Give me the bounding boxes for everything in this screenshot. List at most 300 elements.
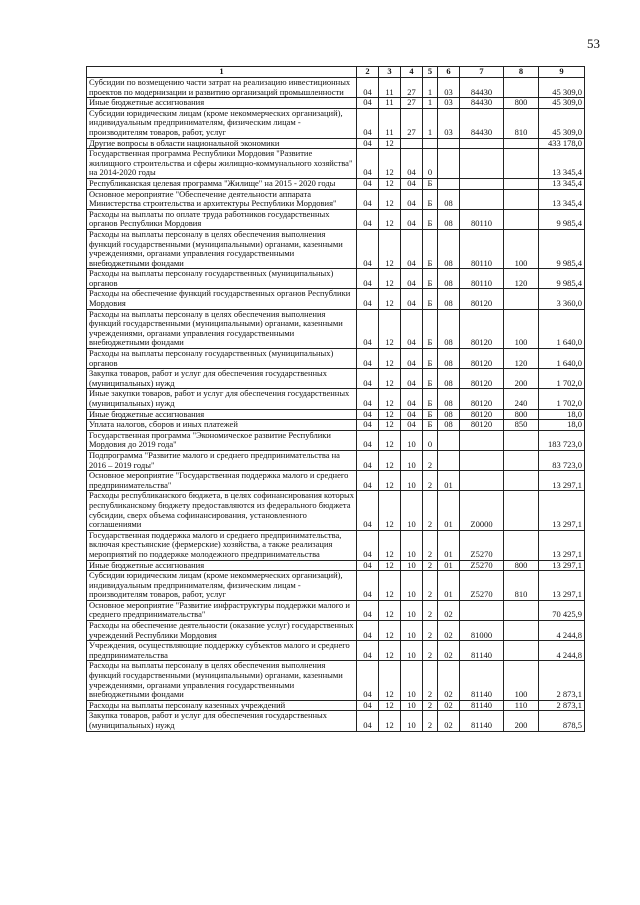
row-code-cell: 120: [504, 349, 539, 369]
row-code-cell: 04: [401, 409, 423, 420]
row-code-cell: 04: [401, 349, 423, 369]
row-code-cell: 04: [357, 209, 379, 229]
table-row: [87, 409, 585, 420]
row-code-cell: 04: [401, 369, 423, 389]
row-code-cell: 0: [423, 430, 438, 450]
row-code-cell: [460, 430, 504, 450]
row-code-cell: 10: [401, 571, 423, 601]
row-amount-cell: 13 345,4: [539, 178, 585, 189]
table-row: [87, 661, 585, 700]
row-code-cell: 04: [357, 309, 379, 348]
table-row: [87, 450, 585, 470]
row-amount-cell: 9 985,4: [539, 229, 585, 268]
table-row: [87, 621, 585, 641]
header-cell: 7: [460, 67, 504, 78]
row-code-cell: [504, 209, 539, 229]
header-cell: 6: [438, 67, 460, 78]
row-amount-cell: 13 345,4: [539, 149, 585, 179]
row-code-cell: [504, 600, 539, 620]
row-code-cell: Б: [423, 289, 438, 309]
row-amount-cell: 70 425,9: [539, 600, 585, 620]
header-cell: 9: [539, 67, 585, 78]
row-code-cell: 02: [438, 641, 460, 661]
row-name-cell: Государственная поддержка малого и среднего предпринимательства, включая крестьянские (фермерские) хозяйства, а также реализация мероприятий по поддержке молодежного предпринимательства: [87, 530, 357, 560]
row-amount-cell: 13 297,1: [539, 560, 585, 571]
row-code-cell: 120: [504, 269, 539, 289]
row-code-cell: 04: [357, 98, 379, 109]
row-code-cell: Z5270: [460, 571, 504, 601]
row-code-cell: 2: [423, 700, 438, 711]
table-row: [87, 289, 585, 309]
row-code-cell: 81140: [460, 661, 504, 700]
table-row: [87, 491, 585, 530]
row-code-cell: 80120: [460, 349, 504, 369]
row-code-cell: 2: [423, 560, 438, 571]
row-amount-cell: 1 640,0: [539, 349, 585, 369]
table-row: [87, 430, 585, 450]
row-code-cell: [460, 189, 504, 209]
row-amount-cell: 1 702,0: [539, 389, 585, 409]
table-row: [87, 560, 585, 571]
row-amount-cell: 13 297,1: [539, 491, 585, 530]
row-amount-cell: 1 702,0: [539, 369, 585, 389]
row-code-cell: 12: [379, 389, 401, 409]
row-code-cell: 04: [357, 138, 379, 149]
row-code-cell: 01: [438, 491, 460, 530]
table-row: [87, 108, 585, 138]
row-name-cell: Иные бюджетные ассигнования: [87, 98, 357, 109]
row-code-cell: 04: [357, 389, 379, 409]
table-row: [87, 641, 585, 661]
row-code-cell: [460, 178, 504, 189]
row-amount-cell: 3 360,0: [539, 289, 585, 309]
row-code-cell: 04: [357, 641, 379, 661]
row-code-cell: 81140: [460, 700, 504, 711]
row-code-cell: 04: [357, 108, 379, 138]
row-name-cell: Уплата налогов, сборов и иных платежей: [87, 420, 357, 431]
row-name-cell: Основное мероприятие "Государственная поддержка малого и среднего предпринимательства": [87, 471, 357, 491]
row-code-cell: 2: [423, 711, 438, 731]
row-code-cell: 04: [357, 149, 379, 179]
row-amount-cell: 4 244,8: [539, 641, 585, 661]
row-code-cell: 08: [438, 369, 460, 389]
row-code-cell: 80120: [460, 369, 504, 389]
row-code-cell: 01: [438, 560, 460, 571]
table-row: [87, 530, 585, 560]
row-code-cell: 04: [357, 289, 379, 309]
row-code-cell: 04: [401, 209, 423, 229]
row-amount-cell: 13 345,4: [539, 189, 585, 209]
row-code-cell: 80120: [460, 389, 504, 409]
row-code-cell: 04: [357, 269, 379, 289]
row-name-cell: Расходы на выплаты персоналу в целях обеспечения выполнения функций государственными (муниципальными) органами, казенными учреждениями, органами управления государственными внебюджетными фондами: [87, 309, 357, 348]
header-cell: 3: [379, 67, 401, 78]
row-amount-cell: 13 297,1: [539, 471, 585, 491]
row-code-cell: 11: [379, 98, 401, 109]
row-code-cell: 11: [379, 78, 401, 98]
row-code-cell: 04: [357, 491, 379, 530]
row-code-cell: 08: [438, 309, 460, 348]
header-cell: 8: [504, 67, 539, 78]
row-code-cell: 04: [357, 661, 379, 700]
row-code-cell: 80120: [460, 289, 504, 309]
table-header-row: [87, 67, 585, 78]
row-code-cell: [504, 471, 539, 491]
row-code-cell: [423, 138, 438, 149]
row-code-cell: Б: [423, 389, 438, 409]
row-code-cell: [460, 471, 504, 491]
row-code-cell: 2: [423, 530, 438, 560]
table-row: [87, 309, 585, 348]
row-code-cell: 81140: [460, 641, 504, 661]
row-code-cell: 04: [357, 600, 379, 620]
row-name-cell: Учреждения, осуществляющие поддержку субъектов малого и среднего предпринимательства: [87, 641, 357, 661]
row-code-cell: 04: [357, 78, 379, 98]
row-code-cell: 02: [438, 700, 460, 711]
row-code-cell: Б: [423, 369, 438, 389]
row-code-cell: [504, 178, 539, 189]
row-code-cell: 08: [438, 189, 460, 209]
row-code-cell: 80110: [460, 269, 504, 289]
row-code-cell: 12: [379, 178, 401, 189]
row-code-cell: 2: [423, 621, 438, 641]
row-code-cell: 10: [401, 491, 423, 530]
row-code-cell: 12: [379, 409, 401, 420]
row-code-cell: 12: [379, 229, 401, 268]
header-cell: 1: [87, 67, 357, 78]
row-code-cell: [504, 430, 539, 450]
row-name-cell: Субсидии по возмещению части затрат на реализацию инвестиционных проектов по модернизации и развитию организаций промышленности: [87, 78, 357, 98]
row-amount-cell: 183 723,0: [539, 430, 585, 450]
row-code-cell: [438, 450, 460, 470]
table-row: [87, 98, 585, 109]
row-code-cell: 04: [357, 530, 379, 560]
row-code-cell: [460, 450, 504, 470]
row-code-cell: 12: [379, 471, 401, 491]
row-name-cell: Иные бюджетные ассигнования: [87, 560, 357, 571]
row-code-cell: 84430: [460, 98, 504, 109]
row-name-cell: Основное мероприятие "Развитие инфраструктуры поддержки малого и среднего предпринимательства": [87, 600, 357, 620]
row-code-cell: [460, 138, 504, 149]
row-code-cell: 01: [438, 571, 460, 601]
row-name-cell: Субсидии юридическим лицам (кроме некоммерческих организаций), индивидуальным предпринимателям, физическим лицам - производителям товаров, работ, услуг: [87, 108, 357, 138]
row-code-cell: [504, 450, 539, 470]
row-code-cell: 800: [504, 409, 539, 420]
row-code-cell: 200: [504, 369, 539, 389]
row-name-cell: Расходы на выплаты персоналу в целях обеспечения выполнения функций государственными (муниципальными) органами, казенными учреждениями, органами управления государственными внебюджетными фондами: [87, 661, 357, 700]
row-amount-cell: 13 297,1: [539, 571, 585, 601]
row-code-cell: 12: [379, 209, 401, 229]
row-code-cell: 04: [401, 420, 423, 431]
row-code-cell: 02: [438, 600, 460, 620]
row-code-cell: 12: [379, 450, 401, 470]
row-name-cell: Подпрограмма "Развитие малого и среднего предпринимательства на 2016 – 2019 годы": [87, 450, 357, 470]
row-code-cell: 08: [438, 269, 460, 289]
row-code-cell: Б: [423, 229, 438, 268]
row-code-cell: 80120: [460, 309, 504, 348]
row-code-cell: 2: [423, 491, 438, 530]
row-code-cell: 04: [357, 560, 379, 571]
table-row: [87, 369, 585, 389]
row-code-cell: 12: [379, 560, 401, 571]
row-code-cell: [438, 430, 460, 450]
row-code-cell: Б: [423, 420, 438, 431]
row-code-cell: 84430: [460, 78, 504, 98]
row-name-cell: Государственная программа "Экономическое развитие Республики Мордовия до 2019 года": [87, 430, 357, 450]
row-code-cell: [504, 189, 539, 209]
row-amount-cell: 2 873,1: [539, 700, 585, 711]
row-code-cell: Б: [423, 209, 438, 229]
row-name-cell: Расходы на выплаты персоналу государственных (муниципальных) органов: [87, 269, 357, 289]
row-code-cell: 2: [423, 600, 438, 620]
row-amount-cell: 433 178,0: [539, 138, 585, 149]
row-name-cell: Расходы на выплаты персоналу казенных учреждений: [87, 700, 357, 711]
row-name-cell: Расходы на выплаты по оплате труда работников государственных органов Республики Мордовия: [87, 209, 357, 229]
table-row: [87, 178, 585, 189]
header-cell: 2: [357, 67, 379, 78]
row-code-cell: 12: [379, 571, 401, 601]
row-code-cell: 12: [379, 430, 401, 450]
row-code-cell: 2: [423, 571, 438, 601]
table-row: [87, 209, 585, 229]
row-code-cell: 04: [401, 389, 423, 409]
row-code-cell: 04: [401, 178, 423, 189]
row-name-cell: Закупка товаров, работ и услуг для обеспечения государственных (муниципальных) нужд: [87, 369, 357, 389]
row-code-cell: 08: [438, 349, 460, 369]
row-code-cell: 80110: [460, 209, 504, 229]
row-code-cell: Б: [423, 409, 438, 420]
row-code-cell: [438, 178, 460, 189]
row-code-cell: 04: [401, 189, 423, 209]
row-name-cell: Государственная программа Республики Мордовия "Развитие жилищного строительства и сферы жилищно-коммунального хозяйства" на 2014-2020 годы: [87, 149, 357, 179]
row-code-cell: 12: [379, 369, 401, 389]
budget-table: [86, 66, 585, 732]
row-code-cell: 04: [401, 149, 423, 179]
page-number: 53: [587, 36, 600, 51]
row-code-cell: 2: [423, 641, 438, 661]
row-code-cell: 800: [504, 98, 539, 109]
row-code-cell: [504, 641, 539, 661]
row-code-cell: 12: [379, 661, 401, 700]
row-name-cell: Иные закупки товаров, работ и услуг для обеспечения государственных (муниципальных) нужд: [87, 389, 357, 409]
table-row: [87, 420, 585, 431]
row-code-cell: Z5270: [460, 530, 504, 560]
row-code-cell: 04: [357, 621, 379, 641]
row-code-cell: 04: [401, 289, 423, 309]
row-amount-cell: 1 640,0: [539, 309, 585, 348]
row-name-cell: Расходы республиканского бюджета, в целях софинансирования которых республиканскому бюджету предоставляются из федерального бюджета субсидии, сверх объема софинансирования, установленного соглашениями: [87, 491, 357, 530]
row-code-cell: 12: [379, 349, 401, 369]
row-code-cell: 04: [357, 409, 379, 420]
row-code-cell: 04: [357, 700, 379, 711]
table-row: [87, 138, 585, 149]
row-code-cell: 02: [438, 621, 460, 641]
row-code-cell: Б: [423, 178, 438, 189]
row-code-cell: 08: [438, 289, 460, 309]
row-name-cell: Расходы на выплаты персоналу государственных (муниципальных) органов: [87, 349, 357, 369]
row-code-cell: 850: [504, 420, 539, 431]
row-name-cell: Закупка товаров, работ и услуг для обеспечения государственных (муниципальных) нужд: [87, 711, 357, 731]
row-code-cell: 27: [401, 98, 423, 109]
row-amount-cell: 4 244,8: [539, 621, 585, 641]
row-code-cell: 10: [401, 711, 423, 731]
header-cell: 4: [401, 67, 423, 78]
table-row: [87, 229, 585, 268]
table-row: [87, 600, 585, 620]
row-amount-cell: 45 309,0: [539, 108, 585, 138]
row-code-cell: 01: [438, 471, 460, 491]
row-code-cell: 10: [401, 600, 423, 620]
row-code-cell: 200: [504, 711, 539, 731]
row-code-cell: 10: [401, 471, 423, 491]
row-code-cell: [504, 138, 539, 149]
row-code-cell: [504, 78, 539, 98]
row-code-cell: 12: [379, 420, 401, 431]
row-code-cell: Б: [423, 309, 438, 348]
table-row: [87, 389, 585, 409]
row-code-cell: 04: [357, 178, 379, 189]
header-cell: 5: [423, 67, 438, 78]
row-code-cell: [460, 600, 504, 620]
row-amount-cell: 13 297,1: [539, 530, 585, 560]
row-code-cell: 08: [438, 389, 460, 409]
row-code-cell: 810: [504, 571, 539, 601]
row-code-cell: 27: [401, 108, 423, 138]
row-code-cell: 08: [438, 229, 460, 268]
row-code-cell: 100: [504, 661, 539, 700]
row-name-cell: Расходы на выплаты персоналу в целях обеспечения выполнения функций государственными (муниципальными) органами, казенными учреждениями, органами управления государственными внебюджетными фондами: [87, 229, 357, 268]
row-code-cell: 240: [504, 389, 539, 409]
row-amount-cell: 9 985,4: [539, 209, 585, 229]
row-code-cell: 2: [423, 450, 438, 470]
row-code-cell: [504, 149, 539, 179]
row-code-cell: 12: [379, 491, 401, 530]
row-code-cell: 08: [438, 209, 460, 229]
row-code-cell: 04: [357, 711, 379, 731]
table-row: [87, 471, 585, 491]
row-code-cell: 12: [379, 530, 401, 560]
row-code-cell: 04: [357, 571, 379, 601]
row-code-cell: 12: [379, 138, 401, 149]
row-code-cell: Z0000: [460, 491, 504, 530]
row-code-cell: 04: [357, 471, 379, 491]
row-code-cell: 12: [379, 711, 401, 731]
row-code-cell: 10: [401, 700, 423, 711]
row-amount-cell: 9 985,4: [539, 269, 585, 289]
row-code-cell: 04: [357, 349, 379, 369]
row-code-cell: [438, 138, 460, 149]
row-code-cell: 100: [504, 229, 539, 268]
row-code-cell: 03: [438, 78, 460, 98]
row-name-cell: Республиканская целевая программа "Жилище" на 2015 - 2020 годы: [87, 178, 357, 189]
row-code-cell: 12: [379, 189, 401, 209]
row-code-cell: 10: [401, 621, 423, 641]
row-code-cell: Б: [423, 269, 438, 289]
row-code-cell: 2: [423, 661, 438, 700]
row-name-cell: Основное мероприятие "Обеспечение деятельности аппарата Министерства строительства и архитектуры Республики Мордовия": [87, 189, 357, 209]
row-code-cell: 02: [438, 661, 460, 700]
row-code-cell: 12: [379, 309, 401, 348]
row-code-cell: 04: [357, 450, 379, 470]
row-code-cell: 80110: [460, 229, 504, 268]
row-code-cell: 03: [438, 98, 460, 109]
table-body: [87, 78, 585, 732]
row-code-cell: 81140: [460, 711, 504, 731]
row-code-cell: 04: [357, 420, 379, 431]
row-code-cell: 100: [504, 309, 539, 348]
row-code-cell: 1: [423, 78, 438, 98]
row-code-cell: 12: [379, 149, 401, 179]
table-row: [87, 700, 585, 711]
row-code-cell: 10: [401, 661, 423, 700]
row-name-cell: Другие вопросы в области национальной экономики: [87, 138, 357, 149]
row-code-cell: 0: [423, 149, 438, 179]
table-row: [87, 711, 585, 731]
row-code-cell: 84430: [460, 108, 504, 138]
row-code-cell: Б: [423, 189, 438, 209]
row-code-cell: 04: [357, 189, 379, 209]
row-amount-cell: 45 309,0: [539, 78, 585, 98]
row-code-cell: 10: [401, 560, 423, 571]
row-code-cell: 81000: [460, 621, 504, 641]
row-code-cell: 27: [401, 78, 423, 98]
row-code-cell: 04: [357, 369, 379, 389]
row-code-cell: 12: [379, 600, 401, 620]
row-name-cell: Расходы на обеспечение функций государственных органов Республики Мордовия: [87, 289, 357, 309]
row-code-cell: 12: [379, 621, 401, 641]
row-code-cell: Z5270: [460, 560, 504, 571]
row-code-cell: Б: [423, 349, 438, 369]
row-code-cell: 110: [504, 700, 539, 711]
table-row: [87, 571, 585, 601]
row-code-cell: 1: [423, 98, 438, 109]
row-code-cell: 03: [438, 108, 460, 138]
row-code-cell: 04: [401, 269, 423, 289]
row-code-cell: 08: [438, 409, 460, 420]
row-code-cell: 12: [379, 269, 401, 289]
row-code-cell: 04: [401, 229, 423, 268]
table-row: [87, 78, 585, 98]
table-row: [87, 269, 585, 289]
row-code-cell: 2: [423, 471, 438, 491]
row-code-cell: 10: [401, 430, 423, 450]
row-name-cell: Расходы на обеспечение деятельности (оказание услуг) государственных учреждений Республики Мордовия: [87, 621, 357, 641]
row-amount-cell: 45 309,0: [539, 98, 585, 109]
row-code-cell: 02: [438, 711, 460, 731]
row-amount-cell: 878,5: [539, 711, 585, 731]
row-code-cell: 08: [438, 420, 460, 431]
row-code-cell: 80120: [460, 409, 504, 420]
row-code-cell: [504, 621, 539, 641]
table-row: [87, 349, 585, 369]
row-code-cell: 04: [357, 229, 379, 268]
row-code-cell: 04: [357, 430, 379, 450]
row-name-cell: Иные бюджетные ассигнования: [87, 409, 357, 420]
row-code-cell: 800: [504, 560, 539, 571]
row-code-cell: 12: [379, 641, 401, 661]
table-row: [87, 189, 585, 209]
row-code-cell: [504, 491, 539, 530]
row-code-cell: [504, 289, 539, 309]
row-code-cell: 11: [379, 108, 401, 138]
row-amount-cell: 18,0: [539, 420, 585, 431]
row-code-cell: 10: [401, 450, 423, 470]
row-code-cell: 810: [504, 108, 539, 138]
row-code-cell: 10: [401, 530, 423, 560]
row-code-cell: 12: [379, 700, 401, 711]
row-code-cell: 80120: [460, 420, 504, 431]
row-name-cell: Субсидии юридическим лицам (кроме некоммерческих организаций), индивидуальным предпринимателям, физическим лицам - производителям товаров, работ, услуг: [87, 571, 357, 601]
